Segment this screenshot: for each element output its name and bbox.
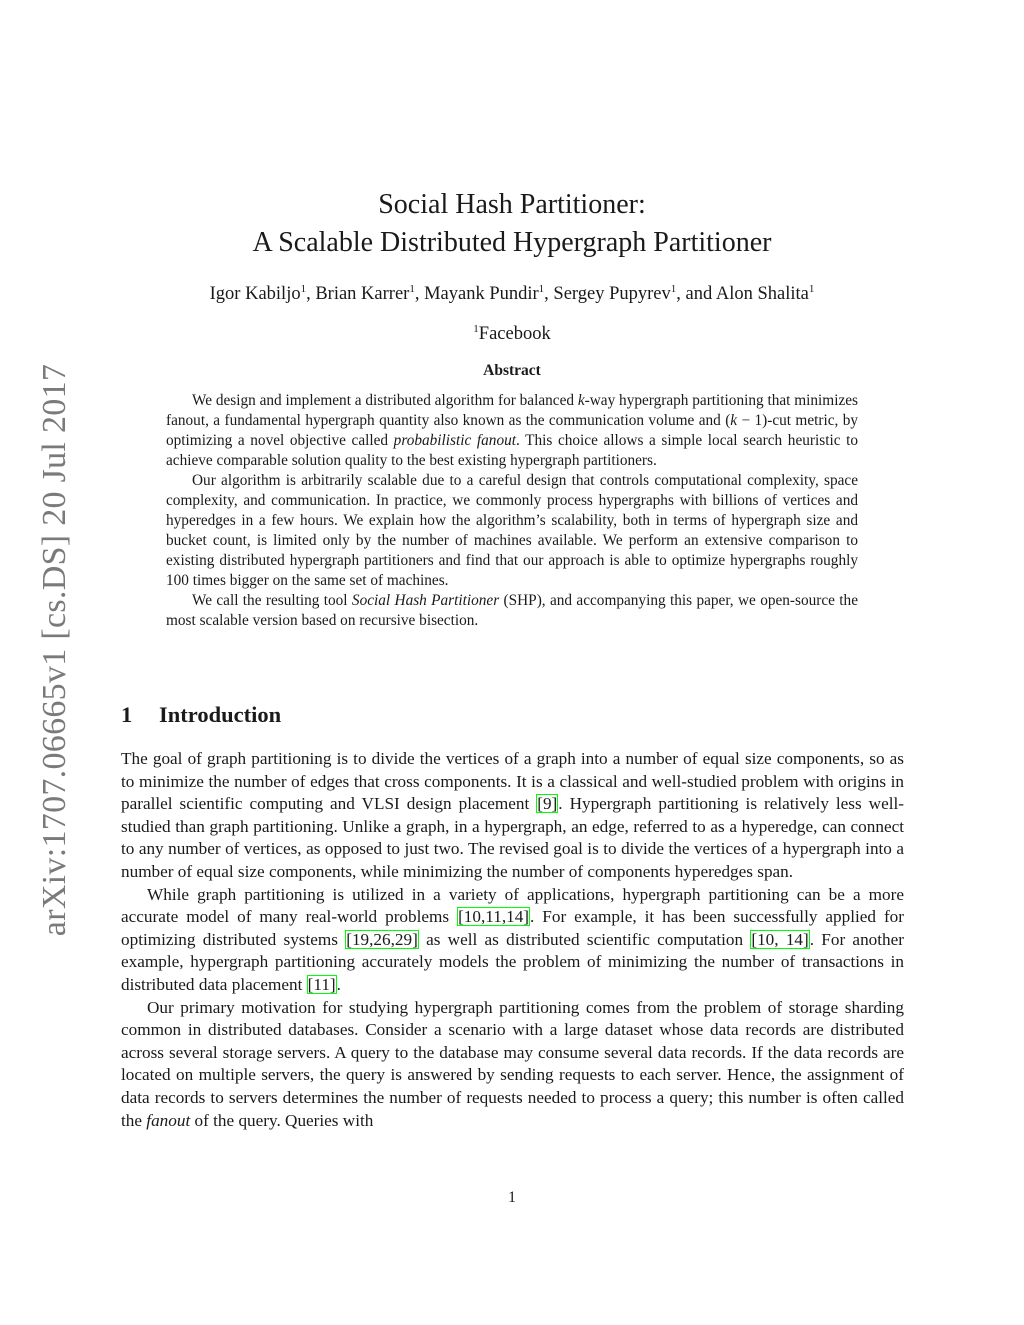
abstract-paragraph: We design and implement a distributed algorithm for balanced k-way hypergraph partitioning that minimizes fanout, a fundamental hypergraph quantity also known as the communication volume and (k − 1)-cut metric, by optimizing a novel objective called probabilistic fanout. This choice allows a simple local search heuristic to achieve comparable solution quality to the best existing hypergraph partitioners.	[166, 392, 858, 469]
citation-link[interactable]: [19,26,29]	[346, 929, 418, 949]
body-paragraph: Our primary motivation for studying hypergraph partitioning comes from the problem of storage sharding common in distributed databases. Consider a scenario with a large dataset whose data records are distributed across several storage servers. A query to the database may consume several data records. If the data records are located on multiple servers, the query is answered by sending requests to each server. Hence, the assignment of data records to servers determines the number of requests needed to process a query; this number is often called the fanout of the query. Queries with	[121, 997, 904, 1130]
author: Igor Kabiljo$^1$	[209, 282, 307, 304]
citation-link[interactable]: [9]	[537, 794, 558, 814]
section-heading-introduction: 1 Introduction	[121, 702, 282, 727]
author: Mayank Pundir$^1$	[424, 282, 545, 304]
citation-link[interactable]: [10,11,14]	[458, 907, 530, 927]
author: Alon Shalita$^1$	[715, 282, 815, 304]
affiliation: $^1$Facebook	[473, 322, 551, 344]
title-line-2: A Scalable Distributed Hypergraph Partitioner	[252, 227, 772, 258]
abstract-paragraph: We call the resulting tool Social Hash Partitioner (SHP), and accompanying this paper, we open-source the most scalable version based on recursive bisection.	[166, 592, 858, 629]
abstract-body	[166, 391, 858, 631]
body-paragraph: The goal of graph partitioning is to divide the vertices of a graph into a number of equal size components, so as to minimize the number of edges that cross components. It is a classical and well-studied problem with origins in parallel scientific computing and VLSI design placement [9]. Hypergraph partitioning is relatively less well-studied than graph partitioning. Unlike a graph, in a hypergraph, an edge, referred to as a hyperedge, can connect to any number of vertices, as opposed to just two. The revised goal is to divide the vertices of a hypergraph into a number of equal size components, while minimizing the number of components hyperedges span.	[121, 749, 905, 881]
body-paragraph: While graph partitioning is utilized in a variety of applications, hypergraph partitioning can be a more accurate model of many real-world problems [10,11,14]. For example, it has been successfully applied for optimizing distributed systems [19,26,29] as well as distributed scientific computation [10, 14]. For another example, hypergraph partitioning accurately models the problem of minimizing the number of transactions in distributed data placement [11].	[121, 884, 905, 994]
page-number: 1	[508, 1189, 516, 1206]
author: Sergey Pupyrev$^1$	[553, 282, 677, 304]
arxiv-identifier-stamp: arXiv:1707.06665v1 [cs.DS] 20 Jul 2017	[36, 363, 73, 937]
citation-link[interactable]: [10, 14]	[751, 929, 809, 949]
title-line-1: Social Hash Partitioner:	[378, 189, 646, 220]
author-list: Igor Kabiljo$^1$, Brian Karrer$^1$, Mayank Pundir$^1$, Sergey Pupyrev$^1$, and Alon Shalita$^1$	[209, 282, 815, 304]
paper-title	[0, 186, 1024, 262]
introduction-body	[121, 748, 904, 1132]
citation-link[interactable]: [11]	[307, 974, 336, 994]
abstract-heading: Abstract	[483, 362, 541, 379]
abstract-paragraph: Our algorithm is arbitrarily scalable due to a careful design that controls computational complexity, space complexity, and communication. In practice, we commonly process hypergraphs with billions of vertices and hyperedges in a few hours. We explain how the algorithm’s scalability, both in terms of hypergraph size and bucket count, is limited only by the number of machines available. We perform an extensive comparison to existing distributed hypergraph partitioners and find that our approach is able to optimize hypergraphs roughly 100 times bigger on the same set of machines.	[166, 472, 858, 589]
author: Brian Karrer$^1$	[315, 282, 415, 304]
